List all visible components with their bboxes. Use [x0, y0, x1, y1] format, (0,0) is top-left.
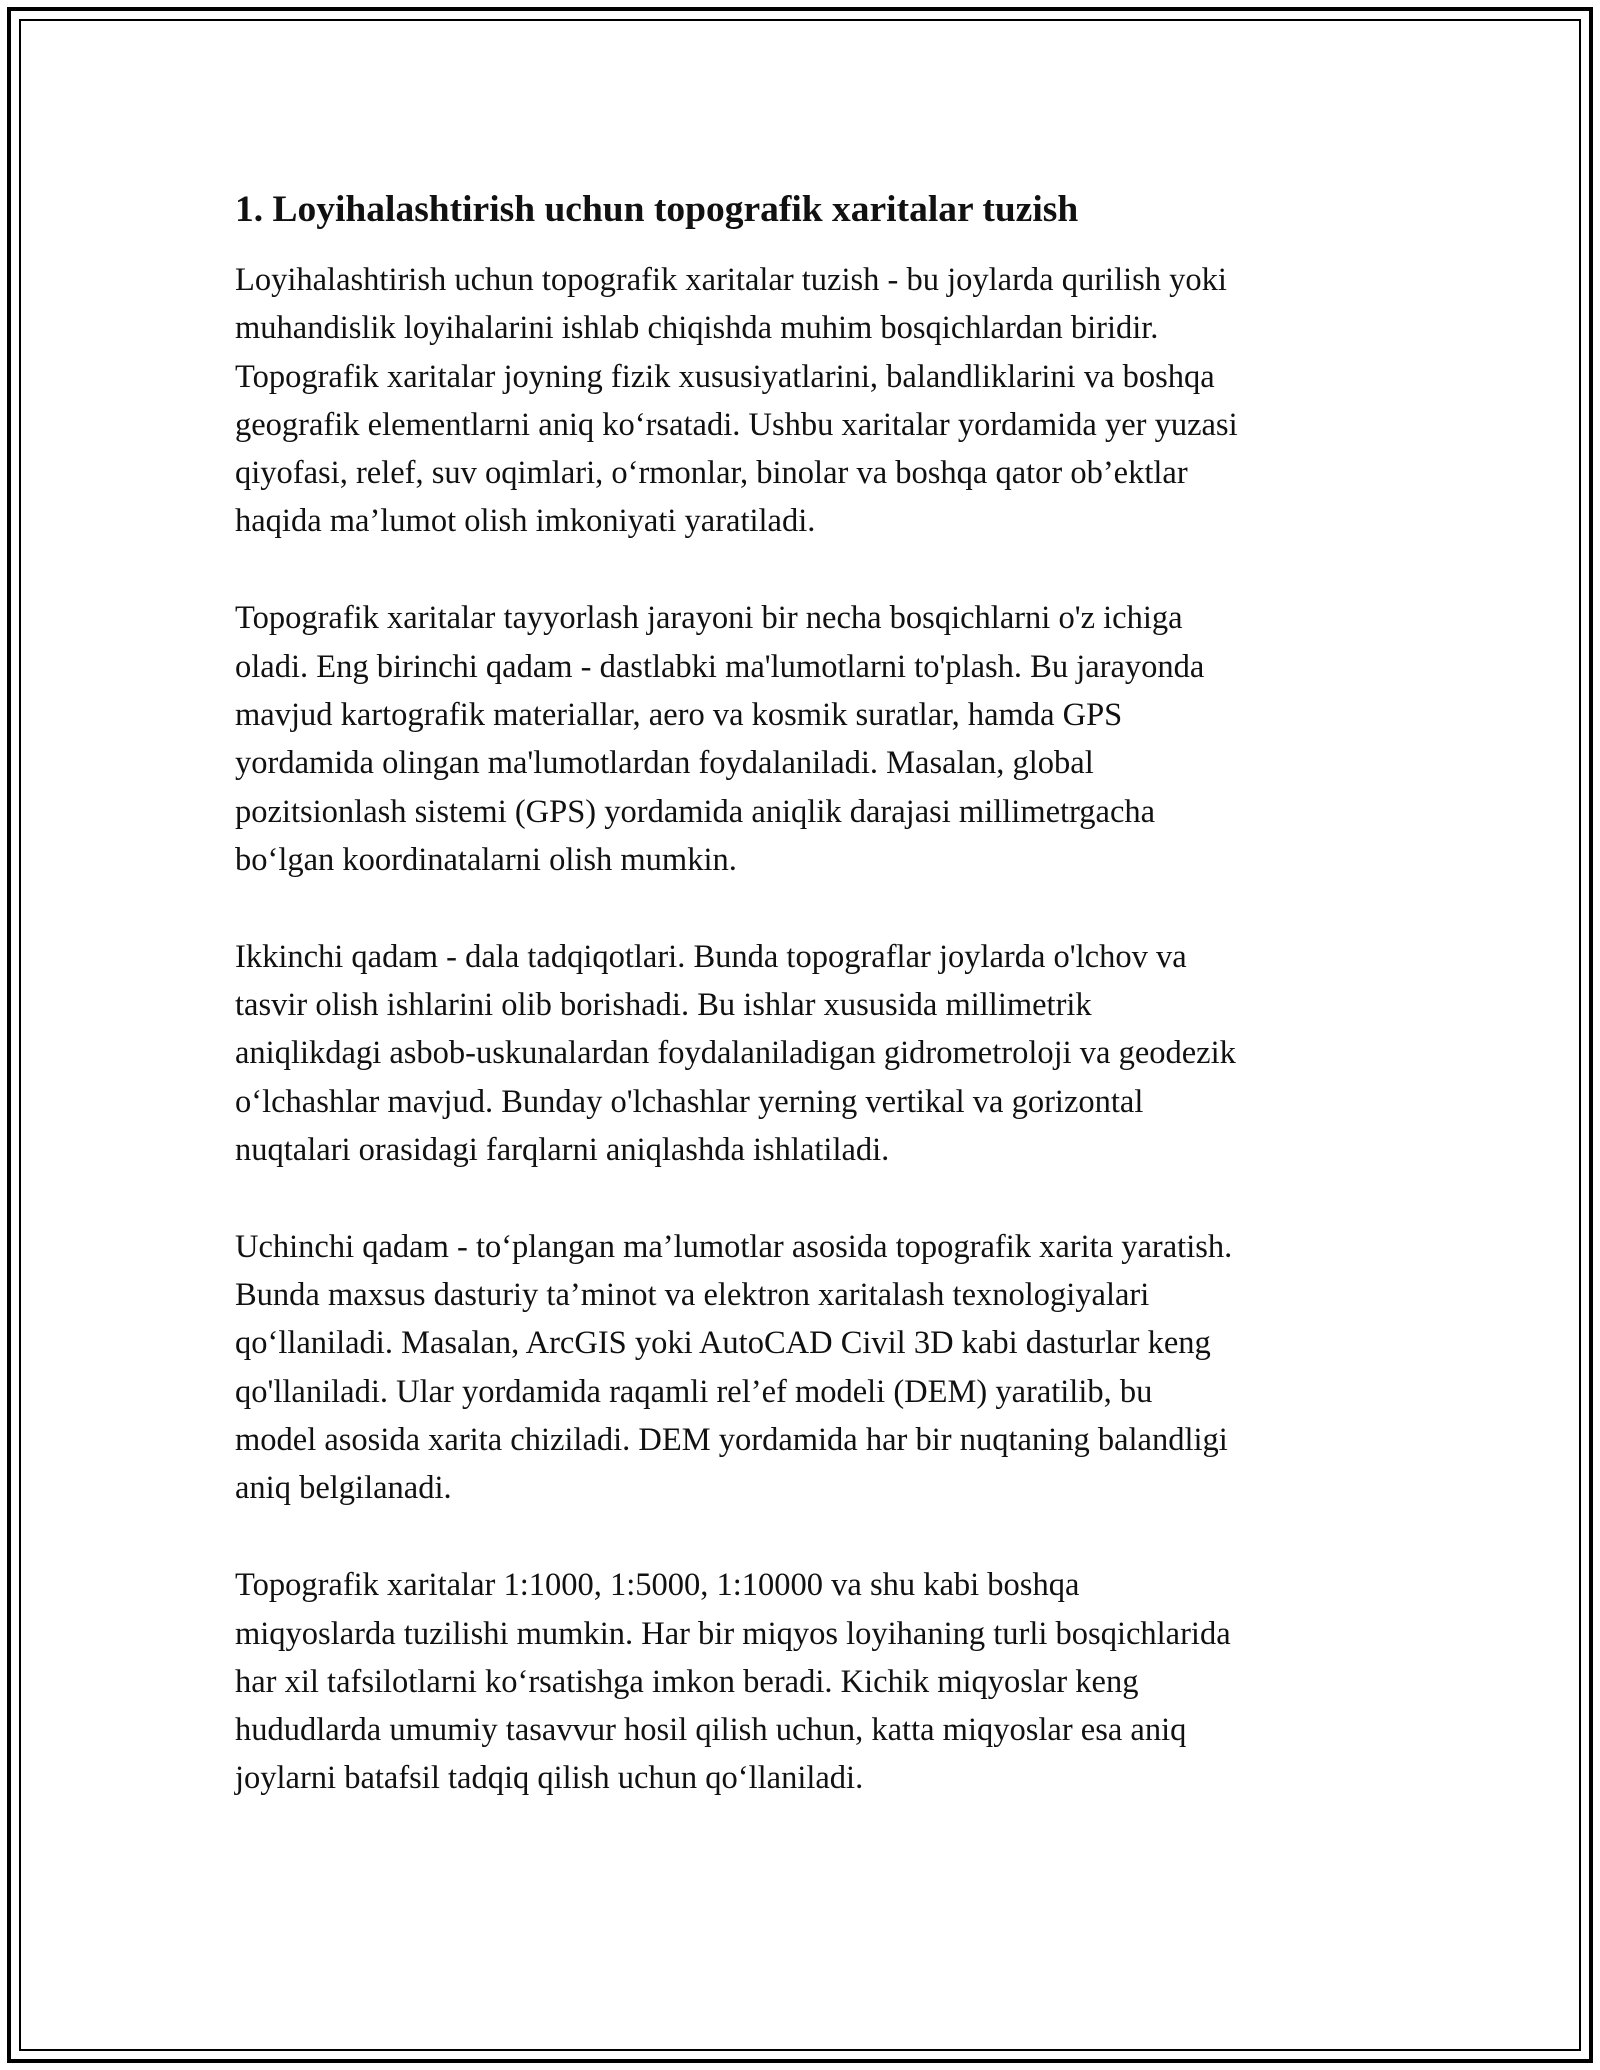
text-line: Uchinchi qadam - to‘plangan ma’lumotlar asosida topografik xarita yaratish.	[235, 1228, 1233, 1265]
text-line: Bunda maxsus dasturiy ta’minot va elektron xaritalash texnologiyalari	[235, 1277, 1150, 1314]
text-line: model asosida xarita chiziladi. DEM yordamida har bir nuqtaning balandligi	[235, 1422, 1228, 1459]
text-line: hududlarda umumiy tasavvur hosil qilish uchun, katta miqyoslar esa aniq	[235, 1712, 1187, 1749]
paragraph-4	[235, 1223, 1375, 1513]
text-line: Topografik xaritalar joyning fizik xususiyatlarini, balandliklarini va boshqa	[235, 358, 1215, 395]
text-line: Loyihalashtirish uchun topografik xaritalar tuzish - bu joylarda qurilish yoki	[235, 262, 1227, 298]
text-line: qiyofasi, relef, suv oqimlari, o‘rmonlar, binolar va boshqa qator ob’ektlar	[235, 455, 1188, 492]
text-line: aniq belgilanadi.	[235, 1470, 452, 1507]
text-line: Topografik xaritalar tayyorlash jarayoni bir necha bosqichlarni o'z ichiga	[235, 600, 1183, 637]
text-line: qo‘llaniladi. Masalan, ArcGIS yoki AutoCAD Civil 3D kabi dasturlar keng	[235, 1325, 1211, 1362]
text-line: Topografik xaritalar 1:1000, 1:5000, 1:10000 va shu kabi boshqa	[235, 1567, 1080, 1604]
text-line: tasvir olish ishlarini olib borishadi. Bu ishlar xususida millimetrik	[235, 987, 1092, 1024]
text-line: yordamida olingan ma'lumotlardan foydalaniladi. Masalan, global	[235, 745, 1094, 782]
text-line: pozitsionlash sistemi (GPS) yordamida aniqlik darajasi millimetrgacha	[235, 793, 1156, 830]
text-line: har xil tafsilotlarni ko‘rsatishga imkon beradi. Kichik miqyoslar keng	[235, 1663, 1139, 1700]
text-line: mavjud kartografik materiallar, aero va kosmik suratlar, hamda GPS	[235, 696, 1123, 733]
text-line: bo‘lgan koordinatalarni olish mumkin.	[235, 841, 737, 878]
text-line: joylarni batafsil tadqiq qilish uchun qo‘llaniladi.	[235, 1760, 864, 1797]
text-line: geografik elementlarni aniq ko‘rsatadi. Ushbu xaritalar yordamida yer yuzasi	[235, 406, 1238, 443]
text-line: oladi. Eng birinchi qadam - dastlabki ma'lumotlarni to'plash. Bu jarayonda	[235, 648, 1205, 685]
text-line: o‘lchashlar mavjud. Bunday o'lchashlar yerning vertikal va gorizontal	[235, 1083, 1144, 1120]
text-line: muhandislik loyihalarini ishlab chiqishda muhim bosqichlardan biridir.	[235, 310, 1159, 347]
paragraph-5	[235, 1561, 1375, 1802]
document-body	[235, 186, 1375, 1851]
paragraph-2	[235, 594, 1375, 884]
text-line: miqyoslarda tuzilishi mumkin. Har bir miqyos loyihaning turli bosqichlarida	[235, 1615, 1231, 1652]
section-heading: 1. Loyihalashtirish uchun topografik xaritalar tuzish	[235, 189, 1079, 230]
paragraph-3	[235, 933, 1375, 1174]
text-line: nuqtalari orasidagi farqlarni aniqlashda ishlatiladi.	[235, 1131, 890, 1168]
text-line: Ikkinchi qadam - dala tadqiqotlari. Bunda topograflar joylarda o'lchov va	[235, 938, 1187, 975]
text-line: haqida ma’lumot olish imkoniyati yaratiladi.	[235, 503, 816, 540]
paragraph-1	[235, 256, 1375, 546]
text-line: qo'llaniladi. Ular yordamida raqamli rel’ef modeli (DEM) yaratilib, bu	[235, 1373, 1153, 1410]
text-line: aniqlikdagi asbob-uskunalardan foydalaniladigan gidrometroloji va geodezik	[235, 1035, 1236, 1072]
